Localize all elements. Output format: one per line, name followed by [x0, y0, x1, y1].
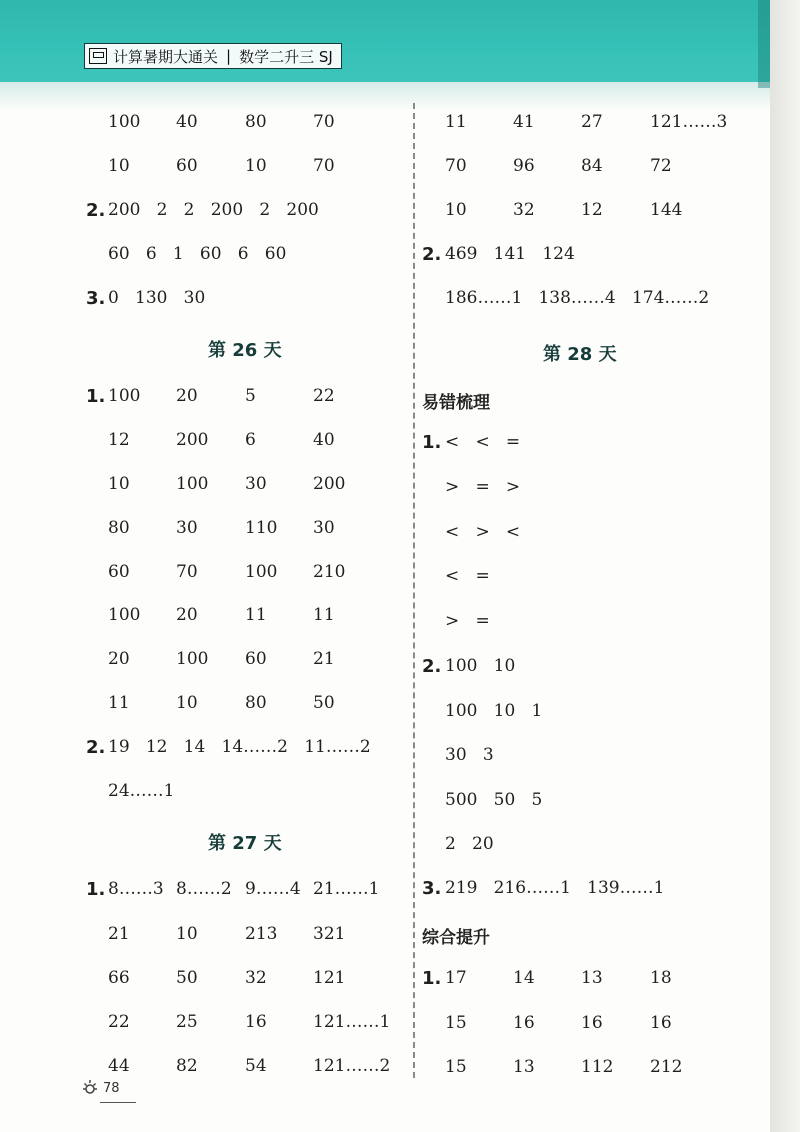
answer-cell: 20: [108, 649, 130, 669]
answer-cell: 100: [108, 112, 141, 132]
footer-rule: [100, 1102, 136, 1103]
answer-cell: 41: [513, 112, 535, 132]
answer-cell: 21: [108, 924, 130, 944]
answer-cell: 80: [108, 518, 130, 538]
book-title: 计算暑期大通关: [113, 47, 219, 66]
answer-line: 24……1: [108, 781, 175, 801]
answer-cell: 121……2: [313, 1056, 391, 1076]
answer-line: 19 12 14 14……2 11……2: [108, 737, 371, 757]
answer-cell: 40: [176, 112, 198, 132]
answer-cell: 30: [245, 474, 267, 494]
question-number: 2.: [86, 737, 106, 758]
answer-cell: 16: [581, 1013, 603, 1033]
page-footer: [80, 1078, 120, 1098]
answer-cell: 9……4: [245, 879, 301, 899]
answer-cell: 70: [313, 112, 335, 132]
answer-line: 2 20: [445, 834, 494, 854]
answer-line: 200 2 2 200 2 200: [108, 200, 319, 220]
answer-cell: 121……3: [650, 112, 728, 132]
header-band: [0, 0, 800, 82]
answer-cell: 121……1: [313, 1012, 391, 1032]
answer-cell: 10: [108, 156, 130, 176]
question-number: 1.: [86, 386, 106, 407]
answer-cell: 213: [245, 924, 278, 944]
question-number: 1.: [422, 968, 442, 989]
answer-cell: 50: [176, 968, 198, 988]
question-number: 1.: [86, 879, 106, 900]
answer-cell: 212: [650, 1057, 683, 1077]
answer-cell: 22: [108, 1012, 130, 1032]
answer-cell: 100: [176, 649, 209, 669]
answer-line: 100 10: [445, 656, 516, 676]
answer-cell: 321: [313, 924, 346, 944]
day-heading: 第 27 天: [208, 833, 282, 854]
answer-cell: 17: [445, 968, 467, 988]
answer-cell: 27: [581, 112, 603, 132]
answer-cell: 5: [245, 386, 256, 406]
question-number: 3.: [86, 288, 106, 309]
answer-cell: 144: [650, 200, 683, 220]
answer-line: 469 141 124: [445, 244, 575, 264]
book-icon: [89, 48, 107, 64]
header-band-edge: [758, 0, 770, 88]
answer-cell: 16: [650, 1013, 672, 1033]
answer-cell: 8……3: [108, 879, 164, 899]
answer-line: 186……1 138……4 174……2: [445, 288, 710, 308]
answer-cell: 60: [176, 156, 198, 176]
answer-line: 100 10 1: [445, 701, 543, 721]
answer-cell: 80: [245, 112, 267, 132]
answer-cell: 20: [176, 605, 198, 625]
question-number: 1.: [422, 432, 442, 453]
comparison-line: < < =: [445, 432, 521, 452]
answer-cell: 82: [176, 1056, 198, 1076]
question-number: 2.: [422, 244, 442, 265]
section-heading: 综合提升: [422, 928, 490, 948]
answer-cell: 13: [513, 1057, 535, 1077]
answer-cell: 40: [313, 430, 335, 450]
answer-cell: 11: [108, 693, 130, 713]
section-heading: 易错梳理: [422, 393, 490, 413]
subject-label: 数学二升三 SJ: [239, 47, 333, 66]
answer-cell: 54: [245, 1056, 267, 1076]
answer-cell: 80: [245, 693, 267, 713]
question-number: 3.: [422, 878, 442, 899]
answer-line: 30 3: [445, 745, 494, 765]
comparison-line: > = >: [445, 477, 521, 497]
answer-cell: 11: [445, 112, 467, 132]
column-divider: [413, 103, 415, 1078]
answer-cell: 70: [313, 156, 335, 176]
answer-cell: 30: [313, 518, 335, 538]
answer-cell: 21: [313, 649, 335, 669]
day-heading: 第 28 天: [543, 344, 617, 365]
question-number: 2.: [422, 656, 442, 677]
question-number: 2.: [86, 200, 106, 221]
answer-cell: 20: [176, 386, 198, 406]
answer-cell: 84: [581, 156, 603, 176]
answer-cell: 15: [445, 1013, 467, 1033]
answer-cell: 18: [650, 968, 672, 988]
answer-cell: 100: [176, 474, 209, 494]
answer-cell: 8……2: [176, 879, 232, 899]
answer-cell: 14: [513, 968, 535, 988]
sun-icon: [80, 1078, 100, 1098]
answer-cell: 10: [176, 924, 198, 944]
answer-line: 0 130 30: [108, 288, 206, 308]
answer-cell: 60: [245, 649, 267, 669]
answer-cell: 121: [313, 968, 346, 988]
answer-cell: 16: [245, 1012, 267, 1032]
answer-cell: 32: [245, 968, 267, 988]
page-number: 78: [103, 1080, 120, 1096]
answer-cell: 100: [108, 605, 141, 625]
answer-cell: 11: [313, 605, 335, 625]
header-separator: |: [226, 47, 232, 65]
answer-cell: 12: [108, 430, 130, 450]
answer-cell: 66: [108, 968, 130, 988]
answer-cell: 10: [245, 156, 267, 176]
answer-cell: 10: [445, 200, 467, 220]
page-edge: [770, 0, 800, 1132]
header-shadow: [0, 82, 800, 110]
comparison-line: < > <: [445, 522, 521, 542]
answer-cell: 50: [313, 693, 335, 713]
day-heading: 第 26 天: [208, 340, 282, 361]
answer-line: 60 6 1 60 6 60: [108, 244, 287, 264]
answer-cell: 21……1: [313, 879, 380, 899]
answer-cell: 11: [245, 605, 267, 625]
book-header-tag: [84, 43, 342, 69]
answer-cell: 12: [581, 200, 603, 220]
answer-line: 219 216……1 139……1: [445, 878, 665, 898]
answer-cell: 100: [245, 562, 278, 582]
answer-cell: 96: [513, 156, 535, 176]
answer-cell: 70: [176, 562, 198, 582]
answer-cell: 30: [176, 518, 198, 538]
answer-line: 500 50 5: [445, 790, 543, 810]
answer-cell: 15: [445, 1057, 467, 1077]
comparison-line: < =: [445, 566, 490, 586]
answer-cell: 112: [581, 1057, 614, 1077]
answer-cell: 200: [313, 474, 346, 494]
answer-cell: 10: [108, 474, 130, 494]
answer-cell: 100: [108, 386, 141, 406]
answer-cell: 44: [108, 1056, 130, 1076]
answer-cell: 6: [245, 430, 256, 450]
answer-cell: 13: [581, 968, 603, 988]
answer-cell: 10: [176, 693, 198, 713]
answer-cell: 32: [513, 200, 535, 220]
answer-cell: 16: [513, 1013, 535, 1033]
comparison-line: > =: [445, 611, 490, 631]
answer-cell: 200: [176, 430, 209, 450]
answer-cell: 72: [650, 156, 672, 176]
answer-cell: 60: [108, 562, 130, 582]
answer-cell: 110: [245, 518, 278, 538]
answer-cell: 210: [313, 562, 346, 582]
answer-cell: 25: [176, 1012, 198, 1032]
answer-cell: 70: [445, 156, 467, 176]
answer-cell: 22: [313, 386, 335, 406]
